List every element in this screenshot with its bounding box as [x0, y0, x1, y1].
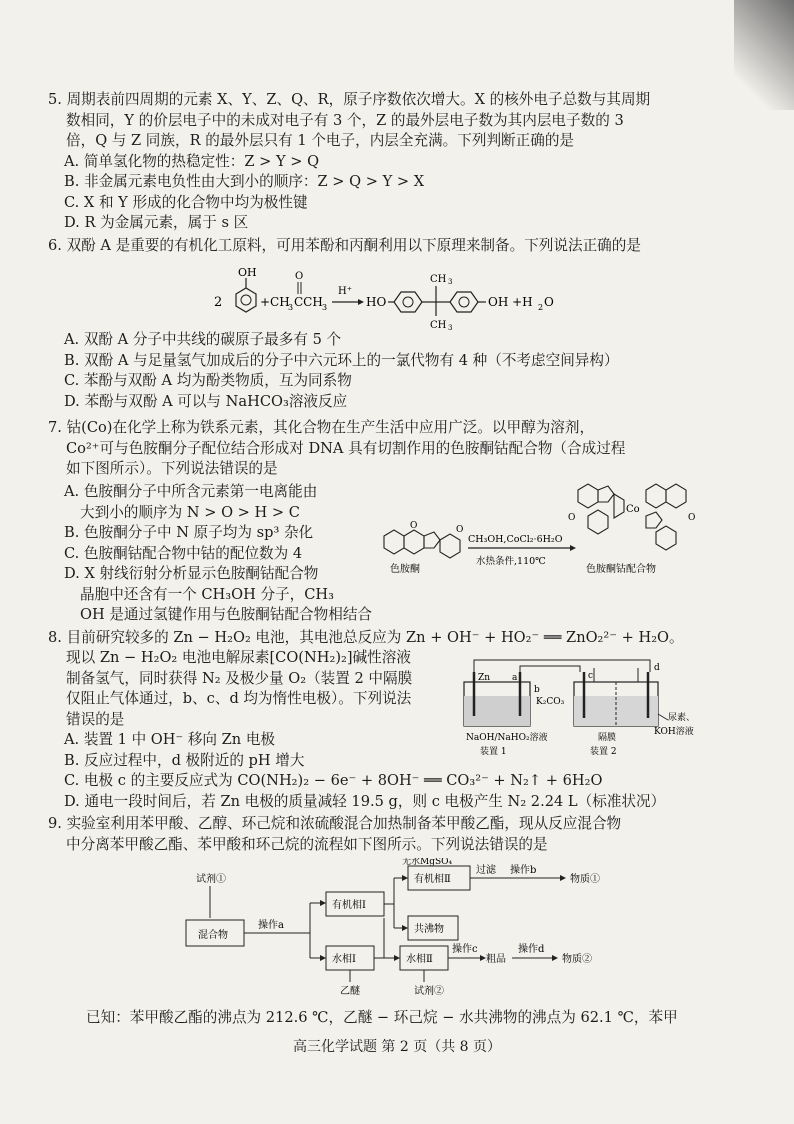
- bpa-ho-label: HO: [366, 295, 387, 309]
- catalyst-h-plus: H⁺: [338, 286, 352, 297]
- q8-stem-line-1: 8. 目前研究较多的 Zn − H₂O₂ 电池，其电池总反应为 Zn + OH⁻ + HO₂⁻ ══ ZnO₂²⁻ + H₂O。: [48, 629, 684, 646]
- question-5: [48, 90, 748, 234]
- q5-option-d: D. R 为金属元素，属于 s 区: [64, 214, 249, 231]
- q5-stem-line-3: 倍，Q 与 Z 同族，R 的最外层只有 1 个电子，内层全充满。下列判断正确的是: [66, 132, 575, 149]
- electrode-c-label: c: [588, 671, 594, 681]
- acetone-structure: [260, 271, 327, 312]
- question-7-options: [48, 482, 378, 605]
- acetone-o-label: O: [295, 271, 304, 282]
- q8-option-c: C. 电极 c 的主要反应式为 CO(NH₂)₂ − 6e⁻ + 8OH⁻ ══ CO₃²⁻ + N₂↑ + 6H₂O: [64, 772, 603, 789]
- question-7: [48, 418, 748, 480]
- crude-product-label: 粗品: [486, 954, 506, 965]
- q5-option-c: C. X 和 Y 形成的化合物中均为极性键: [64, 193, 308, 211]
- q7-option-d-line-3: OH 是通过氢键作用与色胺酮钴配合物相结合: [80, 606, 373, 623]
- reagent-1-label: 试剂①: [196, 874, 226, 885]
- q8-option-d: D. 通电一段时间后，若 Zn 电极的质量减轻 19.5 g，则 c 电极产生 N₂ 2.24 L（标准状况）: [64, 792, 666, 810]
- electrode-d-label: d: [654, 663, 660, 673]
- ether-label: 乙醚: [340, 986, 360, 997]
- sub-3a: 3: [288, 303, 294, 312]
- phenol-structure: [236, 266, 257, 312]
- q8-option-b: B. 反应过程中，d 极附近的 pH 增大: [64, 751, 305, 769]
- sub-2: 2: [538, 303, 544, 312]
- solution-1-label: NaOH/NaHO₂溶液: [466, 733, 548, 743]
- q6-option-d: D. 苯酚与双酚 A 可以与 NaHCO₃溶液反应: [64, 392, 348, 410]
- svg-text:O: O: [410, 521, 418, 531]
- q7-option-c: C. 色胺酮钴配合物中钴的配位数为 4: [64, 544, 303, 562]
- membrane-label: 隔膜: [598, 733, 617, 743]
- device-1-label: 装置 1: [480, 747, 507, 757]
- q8-stem-line-3: 制备氢气，同时获得 N₂ 及极少量 O₂（装置 2 中隔膜: [66, 669, 413, 687]
- page-footer: 高三化学试题 第 2 页（共 8 页）: [292, 1039, 502, 1055]
- acetone-cch3: CCH: [294, 295, 323, 309]
- tryptanthrin-cobalt-scheme: [372, 476, 702, 588]
- question-7-option-d-tail: [48, 605, 748, 626]
- svg-text:O: O: [456, 525, 464, 535]
- question-6-options: [48, 330, 748, 412]
- q8-stem-line-2: 现以 Zn − H₂O₂ 电池电解尿素[CO(NH₂)₂]碱性溶液: [66, 649, 411, 666]
- svg-text:O: O: [688, 513, 696, 523]
- question-8: [48, 628, 748, 649]
- phenol-oh-label: OH: [238, 266, 257, 279]
- bpa-oh-plus-water: OH +H: [488, 295, 533, 309]
- water-o: O: [544, 295, 554, 309]
- question-8-options-cd: [48, 771, 748, 812]
- anhydrous-mgso4-label: 无水MgSO₄: [402, 858, 453, 867]
- device-2-label: 装置 2: [590, 747, 617, 757]
- q8-stem-line-5: 错误的是: [66, 710, 125, 728]
- q5-stem-line-2: 数相同，Y 的价层电子中的未成对电子有 3 个，Z 的最外层电子数为其内层电子数的 3: [66, 111, 624, 129]
- question-9: [48, 814, 748, 855]
- q6-option-c: C. 苯酚与双酚 A 均为酚类物质，互为同系物: [64, 372, 352, 389]
- zn-electrode-label: Zn: [478, 673, 491, 683]
- svg-text:O: O: [568, 513, 576, 523]
- cobalt-complex-label: 色胺酮钴配合物: [586, 564, 656, 575]
- device-2: [574, 663, 695, 757]
- q5-option-a: A. 简单氢化物的热稳定性：Z > Y > Q: [64, 152, 320, 170]
- separation-flowchart: [180, 858, 620, 998]
- tryptanthrin-structure: [384, 521, 463, 575]
- k2co3-label: K₂CO₃: [536, 697, 565, 707]
- q5-option-b: B. 非金属元素电负性由大到小的顺序：Z > Q > Y > X: [64, 173, 425, 190]
- mixture-label: 混合物: [198, 930, 228, 941]
- reaction-arrow: [332, 286, 364, 305]
- reagent-2-label: 试剂②: [414, 986, 444, 997]
- azeotrope-label: 共沸物: [414, 924, 444, 935]
- synthesis-arrow: [468, 534, 576, 567]
- bpa-ch3-top: CH: [430, 274, 447, 285]
- q9-known-text: 已知：苯甲酸乙酯的沸点为 212.6 ℃，乙醚 − 环己烷 − 水共沸物的沸点为 62.1 ℃，苯甲: [86, 1009, 678, 1026]
- aqueous-phase-2-label: 水相Ⅱ: [406, 954, 433, 965]
- q7-option-d-line-2: 晶胞中还含有一个 CH₃OH 分子，CH₃: [80, 585, 334, 603]
- q7-stem-line-3: 如下图所示）。下列说法错误的是: [66, 460, 278, 477]
- operation-c-label: 操作c: [452, 944, 478, 955]
- question-8-left: [48, 648, 468, 771]
- cobalt-complex-structure: [568, 484, 695, 575]
- coefficient-2: 2: [214, 295, 223, 310]
- bpa-ch3-bottom: CH: [430, 320, 447, 331]
- product-1-label: 物质①: [570, 874, 600, 885]
- q6-option-b: B. 双酚 A 与足量氢气加成后的分子中六元环上的一氯代物有 4 种（不考虑空间异构）: [64, 351, 619, 369]
- bisphenol-a-reaction-scheme: [210, 262, 610, 332]
- q7-option-d-line-1: D. X 射线衍射分析显示色胺酮钴配合物: [64, 565, 319, 582]
- tryptanthrin-label: 色胺酮: [390, 564, 420, 575]
- q6-option-a: A. 双酚 A 分子中共线的碳原子最多有 5 个: [64, 331, 342, 348]
- sub-3c: 3: [448, 278, 453, 286]
- q8-stem-line-4: 仅阻止气体通过，b、c、d 均为惰性电极）。下列说法: [66, 690, 412, 707]
- q7-option-b: B. 色胺酮分子中 N 原子均为 sp³ 杂化: [64, 524, 314, 541]
- solution-2-label-2: KOH溶液: [654, 727, 694, 737]
- q7-stem-line-1: 7. 钴(Co)在化学上称为铁系元素，其化合物在生产生活中应用广泛。以甲醇为溶剂，: [48, 419, 595, 436]
- q9-stem-line-1: 9. 实验室利用苯甲酸、乙醇、环己烷和浓硫酸混合加热制备苯甲酸乙酯，现从反应混合物: [48, 815, 622, 832]
- operation-d-label: 操作d: [518, 944, 545, 955]
- aqueous-phase-1-label: 水相Ⅰ: [332, 954, 356, 965]
- operation-a-label: 操作a: [258, 920, 284, 931]
- organic-phase-2-label: 有机相Ⅱ: [414, 874, 451, 885]
- operation-b-label: 操作b: [510, 865, 537, 876]
- bisphenol-a-structure: [366, 274, 554, 332]
- electrolysis-apparatus: [450, 654, 700, 762]
- filter-label: 过滤: [476, 865, 496, 876]
- plus-ch3: +CH: [260, 295, 290, 309]
- sub-3b: 3: [322, 303, 328, 312]
- q9-stem-line-2: 中分离苯甲酸乙酯、苯甲酸和环己烷的流程如下图所示。下列说法错误的是: [66, 835, 548, 853]
- electrode-b-label: b: [534, 685, 540, 695]
- q8-option-a: A. 装置 1 中 OH⁻ 移向 Zn 电极: [64, 731, 276, 748]
- q7-option-a-line-1: A. 色胺酮分子中所含元素第一电离能由: [64, 483, 318, 500]
- product-2-label: 物质②: [562, 954, 592, 965]
- q7-stem-line-2: Co²⁺可与色胺酮分子配位结合形成对 DNA 具有切割作用的色胺酮钴配合物（合成过程: [66, 439, 626, 457]
- q7-option-a-line-2: 大到小的顺序为 N > O > H > C: [80, 503, 300, 521]
- q5-stem-line-1: 5. 周期表前四周期的元素 X、Y、Z、Q、R，原子序数依次增大。X 的核外电子总数与其周期: [48, 91, 651, 108]
- reagent-label: CH₃OH,CoCl₂·6H₂O: [468, 534, 563, 545]
- electrode-a-label: a: [512, 673, 518, 683]
- q6-stem: 6. 双酚 A 是重要的有机化工原料，可用苯酚和丙酮利用以下原理来制备。下列说法正确的是: [48, 237, 641, 254]
- sub-3d: 3: [448, 324, 453, 332]
- condition-label: 水热条件,110℃: [476, 556, 546, 567]
- cobalt-label: Co: [626, 504, 640, 515]
- question-6: [48, 236, 748, 257]
- organic-phase-1-label: 有机相Ⅰ: [332, 900, 366, 911]
- solution-2-label-1: 尿素、: [668, 713, 696, 723]
- question-9-known: [86, 1008, 766, 1029]
